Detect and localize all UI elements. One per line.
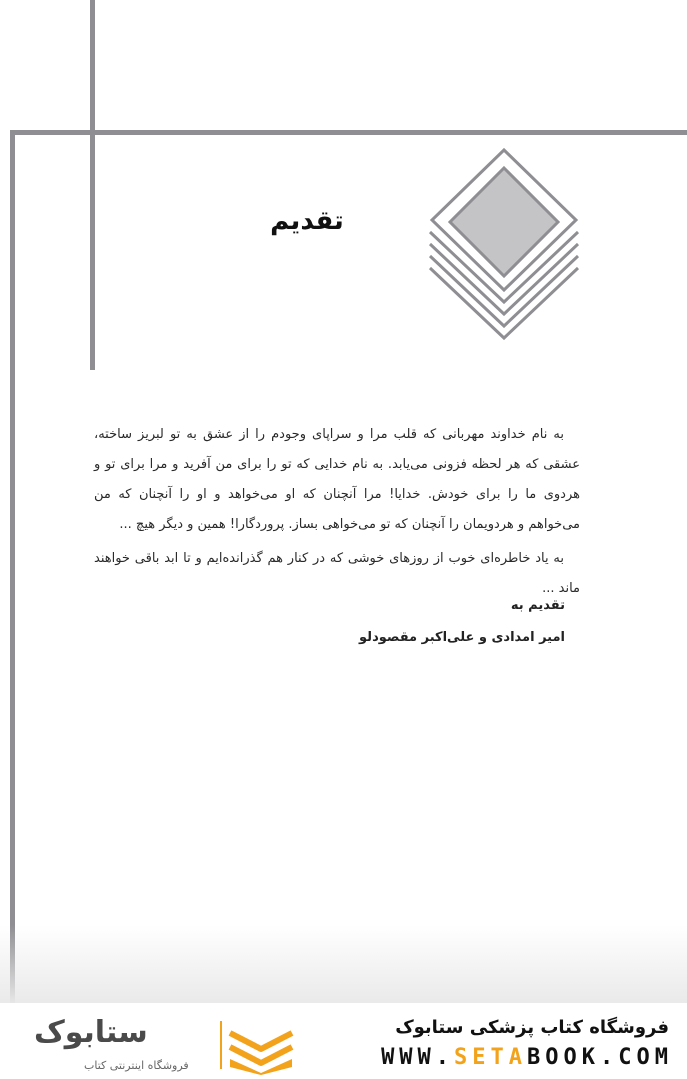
store-url[interactable] — [381, 1045, 673, 1070]
url-accent: SETA — [454, 1045, 528, 1070]
frame-left-border — [10, 130, 15, 1005]
footer-banner — [0, 1003, 687, 1079]
paragraph-1: به نام خداوند مهربانی که قلب مرا و سراپای وجودم را از عشق به تو لبریز ساخته، عشقی که هر لحظه فزونی می‌یابد. به نام خدایی که تو را برای من آفرید و مرا برای تو و هردوی ما را برای خودش. خدایا! مرا آنچنان که او می‌خواهد و او را آنچنان که من می‌خواهم و هردویمان را آنچنان که تو می‌خواهی بساز. پروردگارا! همین و دیگر هیچ ... — [94, 427, 580, 532]
store-name: فروشگاه کتاب پزشکی ستابوک — [395, 1017, 669, 1038]
body-text — [94, 420, 580, 608]
frame-top-border — [10, 130, 687, 135]
bottom-fade — [0, 925, 687, 1005]
url-suffix: BOOK.COM — [527, 1045, 673, 1070]
logo-subtitle: فروشگاه اینترنتی کتاب — [84, 1059, 189, 1072]
book-stack-icon — [226, 1023, 296, 1075]
diamond-stack-icon — [428, 146, 580, 342]
logo-divider — [220, 1021, 222, 1069]
dedication-label: تقدیم به — [510, 598, 565, 613]
paragraph-2: به یاد خاطره‌ای خوب از روزهای خوشی که در کنار هم گذرانده‌ایم و تا ابد باقی خواهند ماند ... — [94, 551, 580, 596]
logo-text: ستابوک — [34, 1015, 148, 1050]
vertical-decor-line — [90, 0, 95, 370]
store-logo[interactable] — [34, 1015, 264, 1075]
page-title: تقدیم — [270, 206, 344, 236]
dedication-names: امیر امدادی و علی‌اکبر مقصودلو — [359, 630, 565, 645]
url-prefix: WWW. — [381, 1045, 455, 1070]
